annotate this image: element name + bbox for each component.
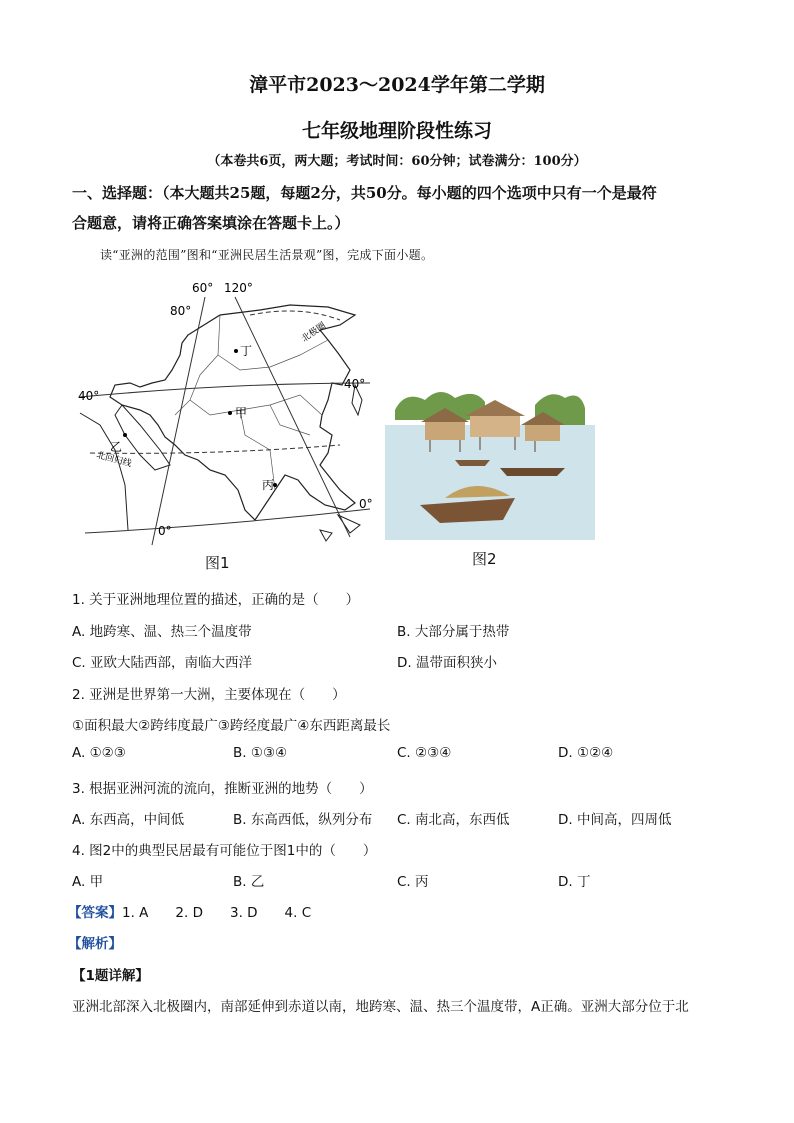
marker-jia	[228, 411, 232, 415]
question-3-stem: 3. 根据亚洲河流的流向，推断亚洲的地势（ ）	[72, 781, 373, 797]
label-tropic: 北回归线	[95, 450, 133, 470]
label-jia: 甲	[235, 406, 248, 420]
q4-option-c[interactable]: C. 丙	[397, 874, 429, 890]
q4-option-a[interactable]: A. 甲	[72, 874, 104, 890]
label-lat0-right: 0°	[359, 497, 373, 511]
q3-option-c[interactable]: C. 南北高，东西低	[397, 812, 510, 828]
q2-option-b[interactable]: B. ①③④	[233, 745, 288, 761]
page-title: 漳平市2023～2024学年第二学期	[249, 74, 545, 96]
asia-land-outline	[110, 305, 355, 520]
label-bing: 丙	[262, 478, 275, 492]
question-1-stem: 1. 关于亚洲地理位置的描述，正确的是（ ）	[72, 592, 360, 608]
label-lat40-left: 40°	[78, 389, 100, 403]
label-lon60: 60°	[192, 281, 214, 295]
boat-small	[455, 460, 490, 466]
exam-note: （本卷共6页，两大题；考试时间：60分钟；试卷满分：100分）	[207, 154, 587, 169]
label-lat80: 80°	[170, 304, 192, 318]
label-lon120: 120°	[224, 281, 253, 295]
marker-yi	[123, 433, 127, 437]
q3-option-d[interactable]: D. 中间高，四周低	[558, 812, 672, 828]
q4-option-d[interactable]: D. 丁	[558, 874, 591, 890]
question-2-stem: 2. 亚洲是世界第一大洲，主要体现在（ ）	[72, 687, 346, 703]
water	[385, 425, 595, 540]
q4-option-b[interactable]: B. 乙	[233, 874, 265, 890]
boat-people	[500, 468, 565, 476]
analysis-tag: 【解析】	[68, 936, 122, 952]
label-lat0-left: 0°	[158, 524, 172, 538]
intro-text: 读“亚洲的范围”图和“亚洲民居生活景观”图，完成下面小题。	[100, 248, 434, 262]
question-4-stem: 4. 图2中的典型民居最有可能位于图1中的（ ）	[72, 843, 377, 859]
lat-40-line	[80, 383, 370, 397]
q2-option-a[interactable]: A. ①②③	[72, 745, 126, 761]
detail-heading: 【1题详解】	[72, 968, 149, 984]
label-yi: 乙	[110, 440, 123, 454]
africa-edge	[80, 413, 128, 530]
detail-text: 亚洲北部深入北极圈内，南部延伸到赤道以南，地跨寒、温、热三个温度带，A正确。亚洲大部分位于北	[72, 999, 689, 1015]
label-ding: 丁	[240, 344, 253, 358]
q1-option-b[interactable]: B. 大部分属于热带	[397, 624, 510, 640]
lon-120-line	[235, 297, 350, 537]
label-lat40-right: 40°	[344, 377, 366, 391]
answer-tag: 【答案】	[68, 905, 122, 921]
label-arctic-circle: 北极圈	[300, 320, 328, 345]
marker-ding	[234, 349, 238, 353]
q2-option-c[interactable]: C. ②③④	[397, 745, 452, 761]
page-subtitle: 七年级地理阶段性练习	[301, 120, 492, 142]
asia-map-figure	[70, 275, 390, 575]
q1-option-a[interactable]: A. 地跨寒、温、热三个温度带	[72, 624, 252, 640]
q3-option-a[interactable]: A. 东西高，中间低	[72, 812, 185, 828]
section-heading-line2: 合题意，请将正确答案填涂在答题卡上。）	[72, 214, 350, 232]
section-heading-line1: 一、选择题：（本大题共25题，每题2分，共50分。每小题的四个选项中只有一个是最符	[72, 184, 657, 202]
q1-option-d[interactable]: D. 温带面积狭小	[397, 655, 497, 671]
tropic-line	[90, 445, 340, 453]
answer-line	[68, 901, 311, 921]
answer-text: 1. A 2. D 3. D 4. C	[122, 905, 312, 921]
figure1-caption: 图1	[205, 554, 230, 572]
q2-option-d[interactable]: D. ①②④	[558, 745, 614, 761]
figure2-caption: 图2	[472, 550, 497, 568]
stilt-house-figure	[385, 380, 595, 540]
q1-option-c[interactable]: C. 亚欧大陆西部，南临大西洋	[72, 655, 253, 671]
arctic-circle	[250, 311, 340, 320]
lon-60-line	[152, 297, 205, 545]
q3-option-b[interactable]: B. 东高西低，纵列分布	[233, 812, 373, 828]
question-2-statements: ①面积最大②跨纬度最广③跨经度最广④东西距离最长	[72, 718, 391, 734]
